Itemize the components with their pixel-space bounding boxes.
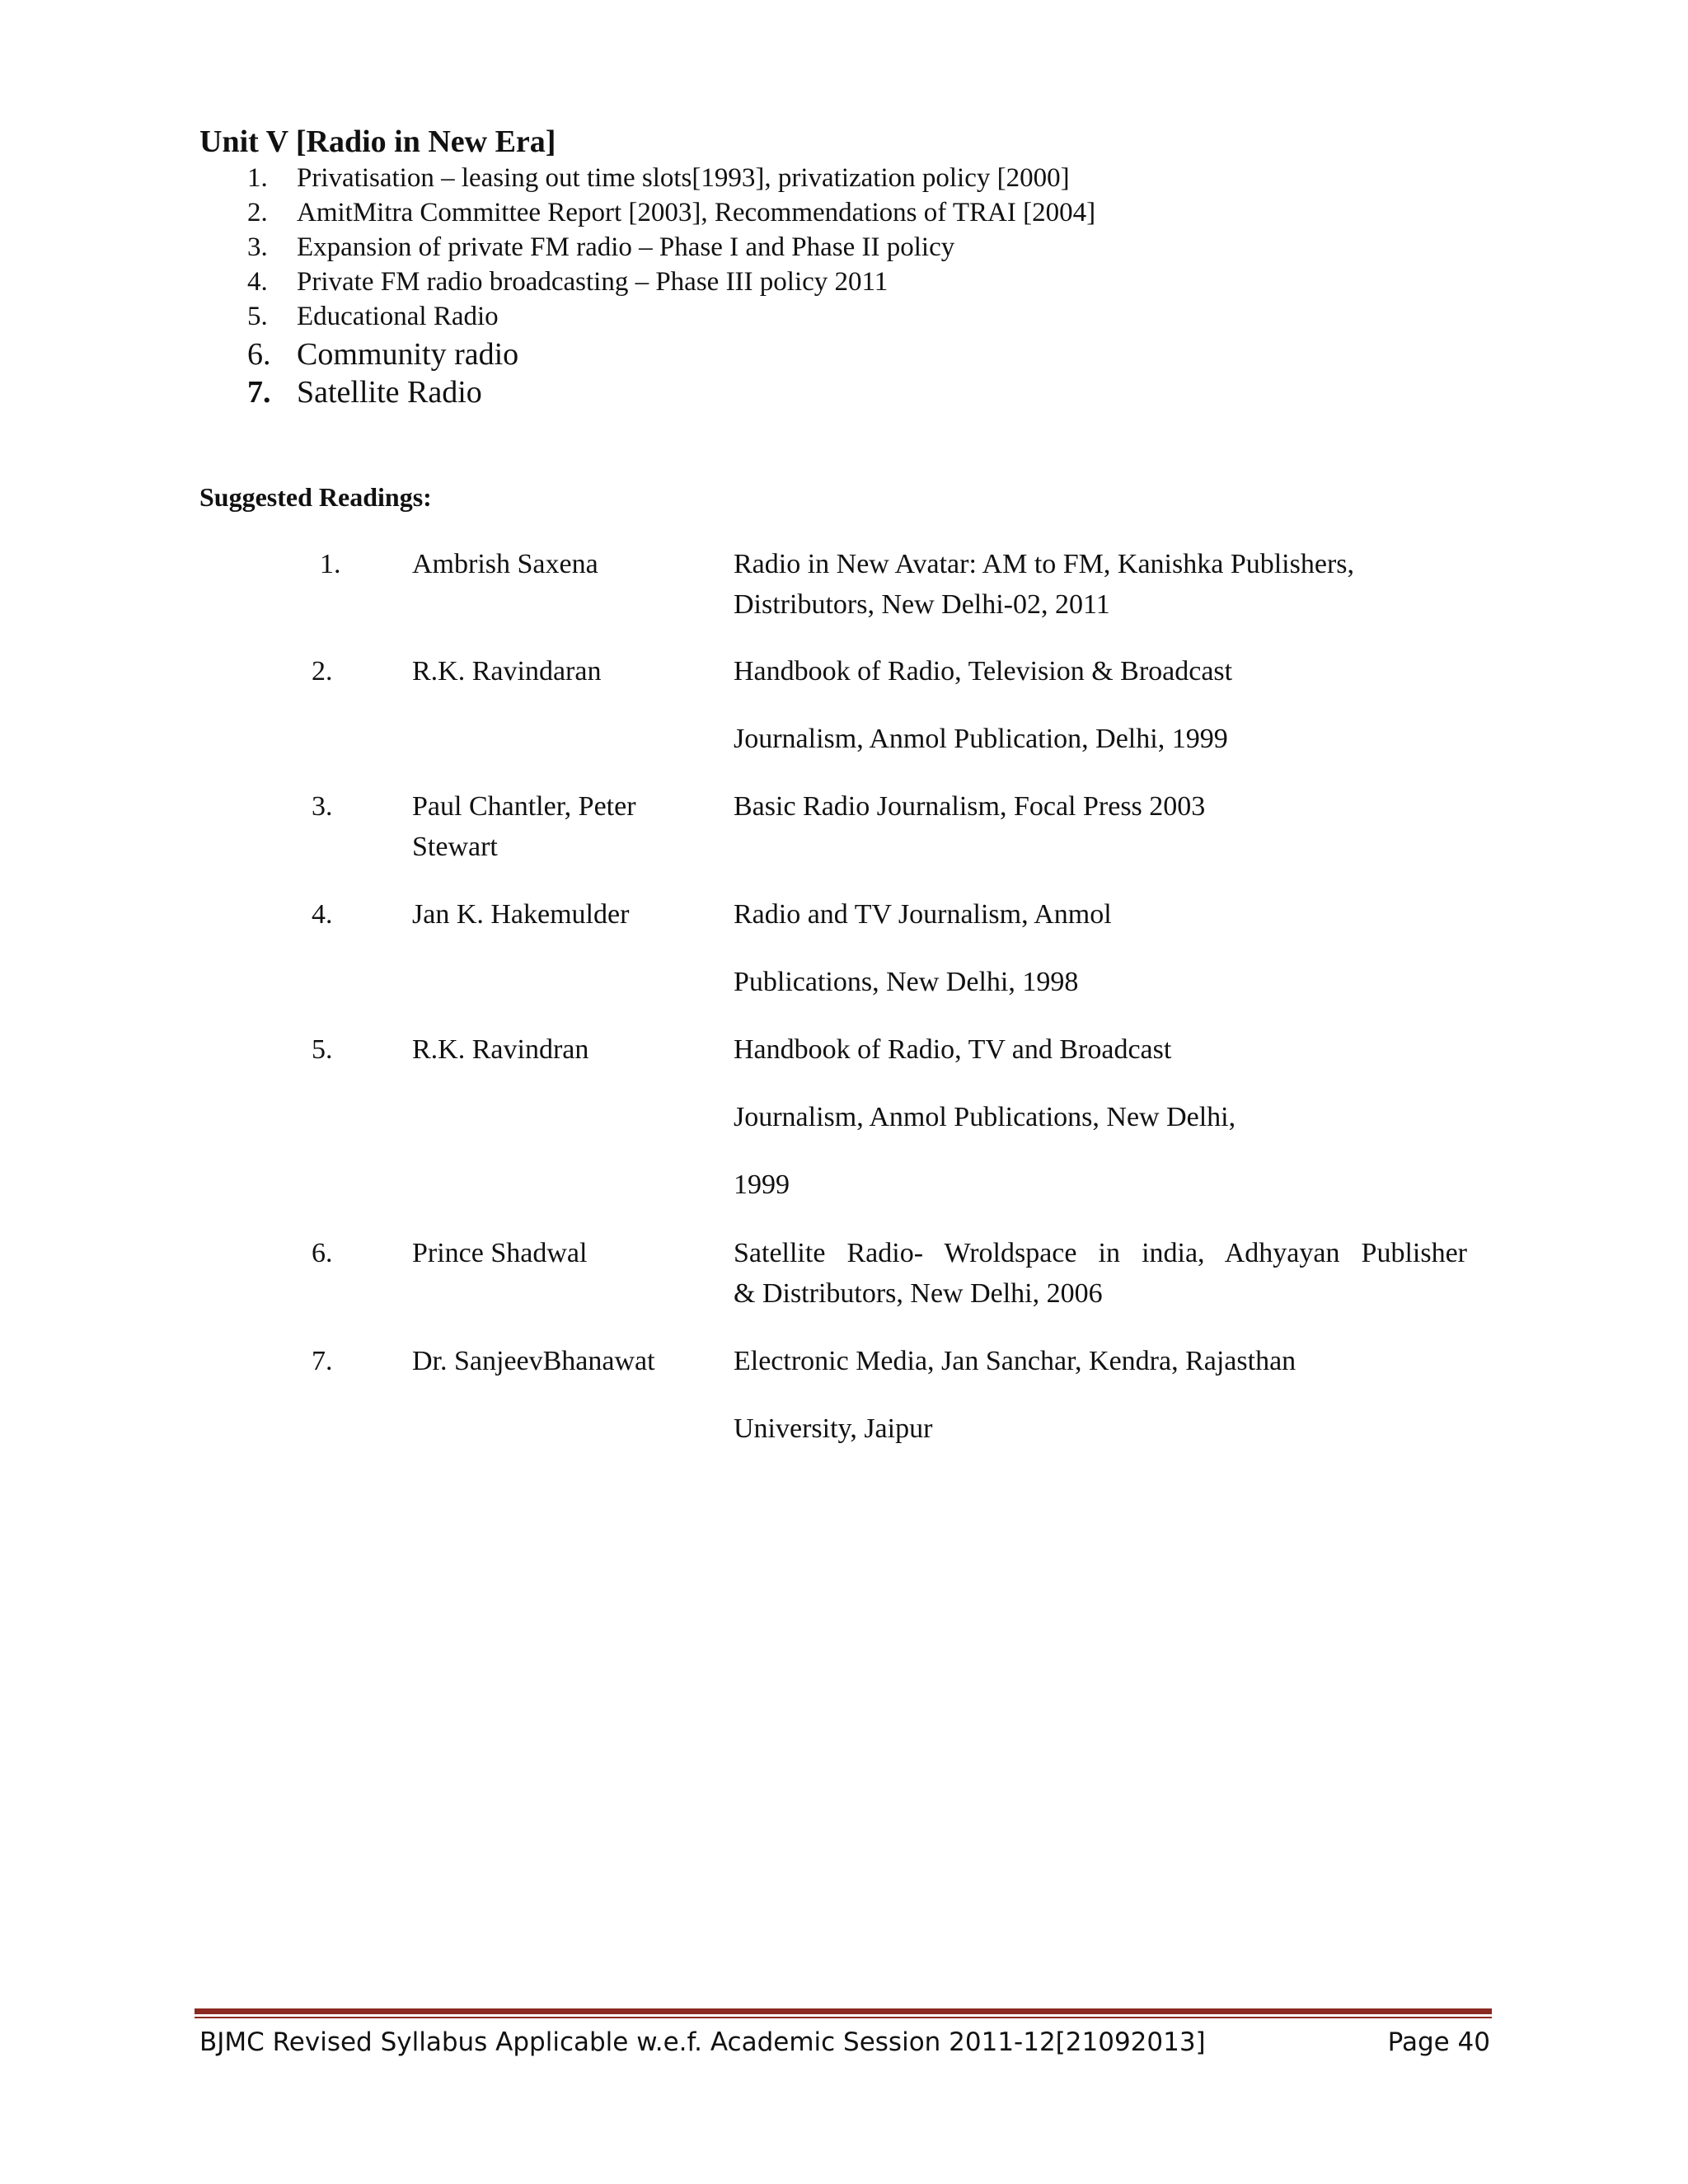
topic-number: 6. xyxy=(247,337,271,372)
reading-number: 3. xyxy=(312,791,333,822)
topic-text: Private FM radio broadcasting – Phase III policy 2011 xyxy=(297,267,889,297)
title-line: Handbook of Radio, TV and Broadcast xyxy=(734,1034,1172,1065)
topic-number: 2. xyxy=(247,198,268,227)
reading-title xyxy=(734,1029,1467,1205)
footer-rule xyxy=(195,2008,1492,2014)
unit-heading: Unit V [Radio in New Era] xyxy=(199,124,556,159)
reading-number: 5. xyxy=(312,1034,333,1065)
author-line: Prince Shadwal xyxy=(412,1238,588,1268)
topic-number: 4. xyxy=(247,267,268,297)
topic-text: AmitMitra Committee Report [2003], Recommendations of TRAI [2004] xyxy=(297,198,1096,227)
title-line: Basic Radio Journalism, Focal Press 2003 xyxy=(734,791,1206,822)
topic-number: 7. xyxy=(247,375,271,410)
author-line: Dr. SanjeevBhanawat xyxy=(412,1346,655,1376)
reading-author xyxy=(412,1341,709,1381)
title-line: University, Jaipur xyxy=(734,1413,933,1444)
reading-title xyxy=(734,544,1467,625)
readings-heading: Suggested Readings: xyxy=(199,482,432,512)
reading-author xyxy=(412,786,709,867)
topic-text: Satellite Radio xyxy=(297,375,482,410)
topic-number: 3. xyxy=(247,232,268,262)
reading-author xyxy=(412,1029,709,1070)
title-line: Handbook of Radio, Television & Broadcast xyxy=(734,656,1233,687)
footer-syllabus-note: BJMC Revised Syllabus Applicable w.e.f. Academic Session 2011-12[21092013] xyxy=(199,2027,1206,2057)
title-line: Radio and TV Journalism, Anmol xyxy=(734,899,1112,930)
topic-text: Expansion of private FM radio – Phase I and Phase II policy xyxy=(297,232,955,262)
reading-number: 2. xyxy=(312,656,333,687)
title-line: Journalism, Anmol Publication, Delhi, 1999 xyxy=(734,724,1228,754)
reading-author xyxy=(412,651,709,691)
reading-title xyxy=(734,651,1467,759)
title-line: Publications, New Delhi, 1998 xyxy=(734,967,1079,997)
topic-number: 1. xyxy=(247,163,268,193)
reading-author xyxy=(412,544,709,584)
reading-title xyxy=(734,1341,1467,1449)
topic-text: Privatisation – leasing out time slots[1993], privatization policy [2000] xyxy=(297,163,1070,193)
reading-author xyxy=(412,894,709,935)
title-line: Radio in New Avatar: AM to FM, Kanishka Publishers, xyxy=(734,549,1354,579)
title-line: 1999 xyxy=(734,1169,790,1200)
reading-title xyxy=(734,786,1467,827)
author-line: R.K. Ravindran xyxy=(412,1034,589,1065)
title-line: & Distributors, New Delhi, 2006 xyxy=(734,1278,1103,1309)
title-line: Satellite Radio- Wroldspace in india, Adhyayan Publisher xyxy=(734,1238,1467,1268)
reading-author xyxy=(412,1233,709,1273)
reading-number: 1. xyxy=(320,549,341,579)
title-line: Journalism, Anmol Publications, New Delhi, xyxy=(734,1102,1236,1132)
title-line: Electronic Media, Jan Sanchar, Kendra, Rajasthan xyxy=(734,1346,1296,1376)
author-line: R.K. Ravindaran xyxy=(412,656,602,687)
topic-text: Community radio xyxy=(297,337,519,372)
author-line: Ambrish Saxena xyxy=(412,549,598,579)
topic-text: Educational Radio xyxy=(297,302,499,331)
author-line: Stewart xyxy=(412,832,498,862)
reading-number: 4. xyxy=(312,899,333,930)
footer-rule-thin xyxy=(195,2017,1492,2018)
title-line: Distributors, New Delhi-02, 2011 xyxy=(734,589,1110,620)
reading-title xyxy=(734,894,1467,1002)
topic-number: 5. xyxy=(247,302,268,331)
reading-title xyxy=(734,1233,1467,1314)
page-number: Page 40 xyxy=(1387,2027,1490,2057)
author-line: Jan K. Hakemulder xyxy=(412,899,630,930)
reading-number: 6. xyxy=(312,1238,333,1268)
author-line: Paul Chantler, Peter xyxy=(412,791,636,822)
reading-number: 7. xyxy=(312,1346,333,1376)
